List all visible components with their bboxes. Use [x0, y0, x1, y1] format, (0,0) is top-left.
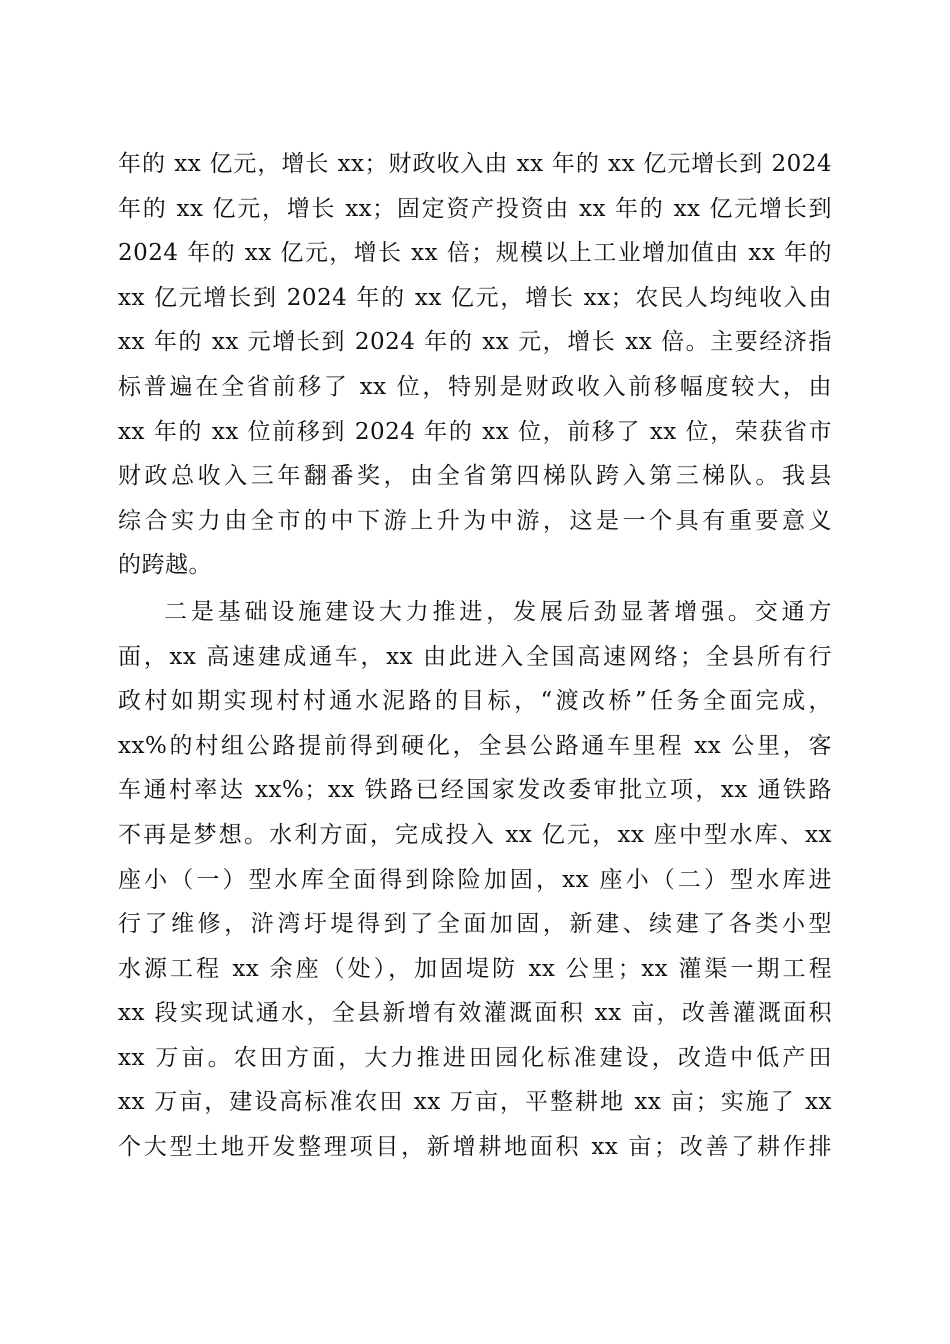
text-line: 2024 年的 xx 亿元，增长 xx 倍；规模以上工业增加值由 xx 年的: [118, 240, 832, 267]
text-line: 财政总收入三年翻番奖，由全省第四梯队跨入第三梯队。我县: [118, 463, 832, 490]
text-line: xx 年的 xx 元增长到 2024 年的 xx 元，增长 xx 倍。主要经济指: [118, 329, 832, 356]
text-line: 车通村率达 xx%；xx 铁路已经国家发改委审批立项，xx 通铁路: [118, 777, 832, 804]
text-line: 的跨越。: [118, 552, 212, 579]
document-body: [118, 142, 832, 1170]
text-line: 水源工程 xx 余座（处），加固堤防 xx 公里；xx 灌渠一期工程: [118, 955, 832, 982]
text-line: 面，xx 高速建成通车，xx 由此进入全国高速网络；全县所有行: [118, 643, 832, 670]
text-line: xx 段实现试通水，全县新增有效灌溉面积 xx 亩，改善灌溉面积: [118, 1000, 832, 1027]
text-line: xx 亿元增长到 2024 年的 xx 亿元，增长 xx；农民人均纯收入由: [118, 284, 832, 311]
text-line: xx 万亩。农田方面，大力推进田园化标准建设，改造中低产田: [118, 1044, 832, 1071]
text-line: 座小（一）型水库全面得到除险加固，xx 座小（二）型水库进: [118, 866, 832, 893]
paragraph-infrastructure: [118, 590, 832, 1170]
text-line: xx%的村组公路提前得到硬化，全县公路通车里程 xx 公里，客: [118, 732, 832, 759]
text-line: 标普遍在全省前移了 xx 位，特别是财政收入前移幅度较大，由: [118, 373, 832, 400]
text-line: 综合实力由全市的中下游上升为中游，这是一个具有重要意义: [118, 507, 832, 534]
text-line: 行了维修，浒湾圩堤得到了全面加固，新建、续建了各类小型: [118, 911, 832, 938]
text-line: 政村如期实现村村通水泥路的目标，“渡改桥”任务全面完成，: [118, 688, 832, 715]
text-line: 二是基础设施建设大力推进，发展后劲显著增强。交通方: [164, 598, 832, 625]
text-line: 个大型土地开发整理项目，新增耕地面积 xx 亩；改善了耕作排: [118, 1134, 832, 1161]
text-line: xx 万亩，建设高标准农田 xx 万亩，平整耕地 xx 亩；实施了 xx: [118, 1089, 832, 1116]
paragraph-economy: [118, 142, 832, 588]
text-line: 年的 xx 亿元，增长 xx；固定资产投资由 xx 年的 xx 亿元增长到: [118, 195, 832, 222]
text-line: xx 年的 xx 位前移到 2024 年的 xx 位，前移了 xx 位，荣获省市: [118, 418, 832, 445]
text-line: 年的 xx 亿元，增长 xx；财政收入由 xx 年的 xx 亿元增长到 2024: [118, 151, 832, 177]
text-line: 不再是梦想。水利方面，完成投入 xx 亿元，xx 座中型水库、xx: [118, 821, 832, 848]
